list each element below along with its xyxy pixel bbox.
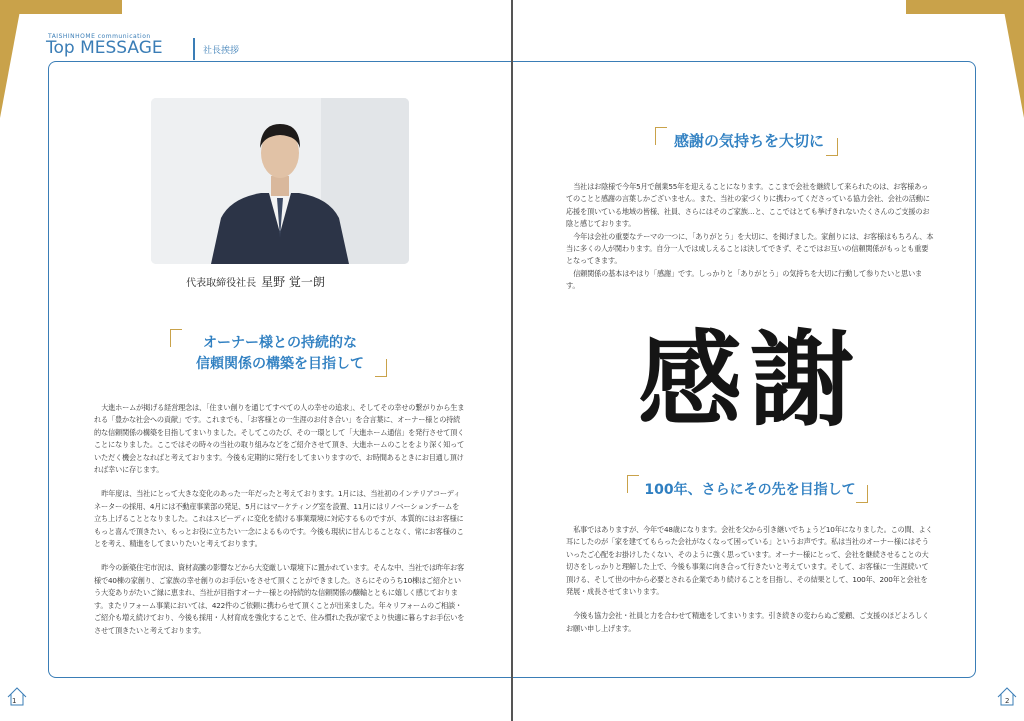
right-paragraph: 今年は会社の重要なテーマの一つに、「ありがとう」を大切に、を掲げました。家創りには、お客様はもちろん、本当に多くの人が関わります。自分一人では成しえることは決してできず、そこではお互いの信頼関係がもっとも重要となってきます。 (566, 231, 934, 266)
kansha-calligraphy (630, 318, 870, 434)
masthead-title: Top MESSAGE (46, 38, 163, 58)
right-section-heading-100-years: 100年、さらにその先を目指して (644, 482, 856, 498)
gold-corner-left (0, 0, 22, 118)
right-paragraph: 今後も協力会社・社員と力を合わせて精進をしてまいります。引き続きの変わらぬご愛顧、ご支援のほどよろしくお願い申し上げます。 (566, 611, 929, 633)
left-paragraph: 昨年度は、当社にとって大きな変化のあった一年だったと考えております。1月には、当社初のインテリアコーディネーターの採用、4月には不動産事業部の発足、5月にはマーケティング室を設置、11月にはリノベーションチームを立ち上げることとなりました。これはスピーディに変化を続ける事業環境に対応するものですが、本質的にはお客様にもっと喜んで頂きたい、もっとお役に立ちたい一念によるものです。今後も現状に甘んじることなく、常にお客様のことを考え、精進をしてまいりたいと考えております。 (94, 489, 464, 549)
kansha-calligraphy-text: 感謝 (637, 318, 863, 434)
masthead-divider (193, 38, 195, 60)
right-paragraph: 信頼関係の基本はやはり「感謝」です。しっかりと「ありがとう」の気持ちを大切に行動して参りたいと思います。 (566, 268, 922, 291)
house-outline-icon (6, 685, 28, 707)
right-body-text-2 (566, 524, 934, 647)
portrait-caption (0, 273, 511, 290)
right-body-text-1 (566, 181, 934, 293)
left-body-text (94, 402, 466, 649)
right-paragraph: 私事ではありますが、今年で48歳になります。会社を父から引き継いでちょうど10年になりました。この間、よく耳にしたのが「家を建ててもらった会社がなくなって困っている」というお声です。私は当社のオーナー様にはそういったご心配をお掛けしたくない、そのように強く思っています。オーナー様にとって、会社を継続させることの大切さをしっかりと理解した上で、今後も事業に向き合って行きたいと考えています。そして、お客様に一生涯続いて頂ける、そして世の中から必要とされる企業であり続けることを目指し、その結果として、100年、200年と会社を発展・成長させてまいります。 (566, 525, 933, 597)
left-heading-line-2: 信頼関係の構築を目指して (196, 356, 364, 372)
president-name: 星野 覚一朗 (261, 275, 325, 289)
masthead-subtitle: TAISHINHOME communication (48, 33, 151, 40)
left-paragraph: 昨今の新築住宅市況は、資材高騰の影響などから大変厳しい環境下に置かれています。そんな中、当社では昨年お客様で40棟の家創り、ご家族の幸せ創りのお手伝いをさせて頂くことができました。さらにそのうち10棟はご紹介という大変ありがたいご縁に恵まれ、当社が目指すオーナー様との持続的な信頼関係の醸輸とともに嬉しく感じております。またリフォーム事業においては、422件のご依頼に携わらせて頂くことが出来ました。年々リフォームのご相談・ご紹介も増え続けており、今後も採用・人材育成を強化することで、住み慣れた我が家でより快適に暮らすお手伝いをさせて頂きたいと考えております。 (94, 563, 465, 635)
page-number-right: 2 (1005, 697, 1010, 705)
left-section-heading (175, 333, 385, 375)
gold-corner-right (1002, 0, 1024, 118)
president-portrait-photo (151, 98, 409, 264)
page-spine (511, 0, 513, 721)
left-heading-line-1: オーナー様との持続的な (203, 335, 357, 351)
page-number-left: 1 (12, 697, 17, 705)
masthead-section-label: 社長挨拶 (203, 46, 240, 56)
right-section-heading-gratitude: 感謝の気持ちを大切に (673, 132, 824, 150)
right-paragraph: 当社はお陰様で今年5月で創業55年を迎えることになります。ここまで会社を継続して来られたのは、お客様あってのことと感謝の言葉しかございません。また、当社の家づくりに携わってくださっている協力会社、会社の活動に応援を頂いている地域の皆様、社員、さらにはそのご家族…と、ここではとても挙げきれないたくさんのご支援のお陰と感じております。 (566, 182, 930, 229)
president-role: 代表取締役社長 (186, 278, 257, 289)
left-paragraph: 大進ホームが掲げる経営理念は、「住まい創りを通じてすべての人の幸せの追求」、そしてその幸せの繋がりから生まれる「豊かな社会への貢献」です。これまでも、「お客様との一生涯のお付き合い」を合言葉に、オーナー様との持続的な信頼関係の構築を目指してまいりました。そしてこのたび、その一環として「大進ホーム通信」を発行させて頂くことになりました。ここではその時々の当社の取り組みなどをご紹介させて頂き、大進ホームのことをより深く知っていただく機会となればと考えております。今後も定期的に発行をしてまいりますので、お時間あるときにお目通し頂ければ幸いに存じます。 (94, 403, 465, 475)
